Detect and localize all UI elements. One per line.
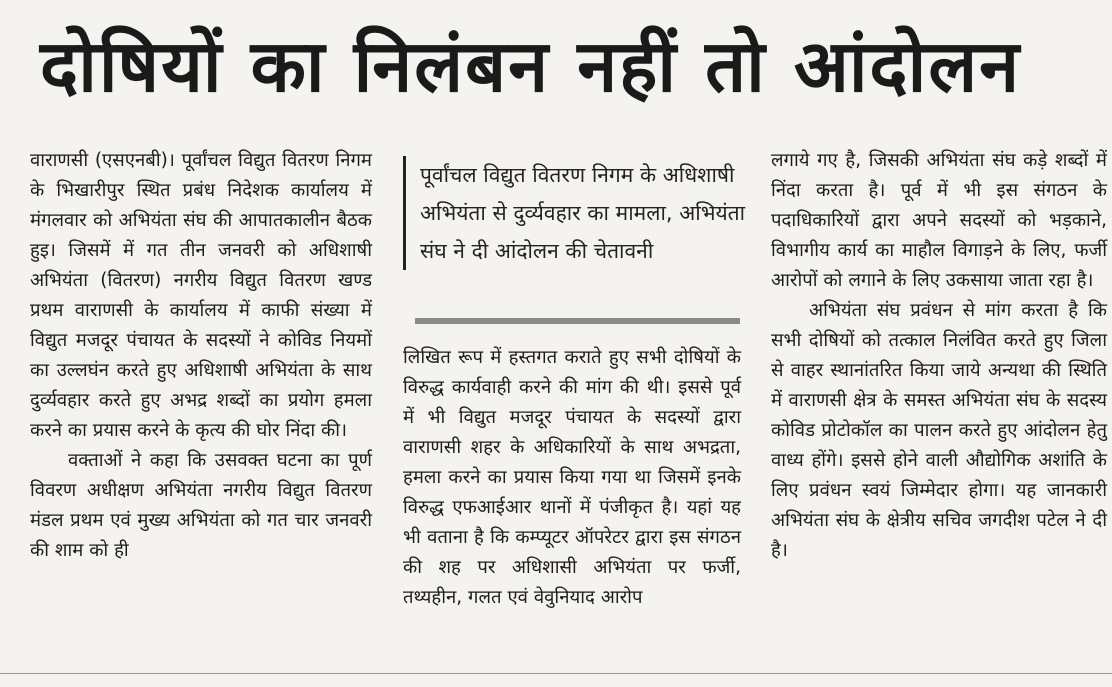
paragraph: लिखित रूप में हस्तगत कराते हुए सभी दोषियों के विरुद्ध कार्यवाही करने की मांग की थी। इससे पूर्व में भी विद्युत मजदूर पंचायत के सदस्यों द्वारा वाराणसी शहर के अधिकारियों के साथ अभद्रता, हमला करने का प्रयास किया गया था जिसमें इनके विरुद्ध एफआईआर थानों में पंजीकृत है। यहां यह भी वताना है कि कम्प्यूटर ऑपरेटर द्वारा इस संगठन की शह पर अधिशासी अभियंता पर फर्जी, तथ्यहीन, गलत एवं वेवुनियाद आरोप [403, 347, 741, 608]
paragraph: लगाये गए है, जिसकी अभियंता संघ कड़े शब्दों में निंदा करता है। पूर्व में भी इस संगठन के पदाधिकारियों द्वारा अपने सदस्यों को भड़काने, विभागीय कार्य का माहौल विगाड़ने के लिए, फर्जी आरोपों को लगाने के लिए उकसाया जाता रहा है। [771, 150, 1107, 291]
article-column-1 [30, 146, 372, 566]
article-column-3 [771, 146, 1107, 566]
article-column-2 [403, 343, 741, 613]
deck-subheadline: पूर्वांचल विद्युत वितरण निगम के अधिशाषी अभियंता से दुर्व्यवहार का मामला, अभियंता संघ ने दी आंदोलन की चेतावनी [403, 156, 750, 270]
bottom-divider [0, 673, 1112, 674]
paragraph: अभियंता संघ प्रवंधन से मांग करता है कि सभी दोषियों को तत्काल निलंवित करते हुए जिला से वाहर स्थानांतरित किया जाये अन्यथा की स्थिति में वाराणसी क्षेत्र के समस्त अभियंता संघ के सदस्य कोविड प्रोटोकॉल का पालन करते हुए आंदोलन हेतु वाध्य होंगे। इससे होने वाली औद्योगिक अशांति के लिए प्रवंधन स्वयं जिम्मेदार होगा। यह जानकारी अभियंता संघ के क्षेत्रीय सचिव जगदीश पटेल ने दी है। [771, 300, 1107, 561]
headline: दोषियों का निलंबन नहीं तो आंदोलन [40, 24, 1022, 108]
paragraph: वक्ताओं ने कहा कि उसवक्त घटना का पूर्ण विवरण अधीक्षण अभियंता नगरीय विद्युत वितरण मंडल प्रथम एवं मुख्य अभियंता को गत चार जनवरी की शाम को ही [30, 450, 372, 561]
deck-divider [415, 318, 740, 324]
paragraph: वाराणसी (एसएनबी)। पूर्वांचल विद्युत वितरण निगम के भिखारीपुर स्थित प्रबंध निदेशक कार्यालय में मंगलवार को अभियंता संघ की आपातकालीन बैठक हुइ। जिसमें में गत तीन जनवरी को अधिशाषी अभियंता (वितरण) नगरीय विद्युत वितरण खण्ड प्रथम वाराणसी के कार्यालय में काफी संख्या में विद्युत मजदूर पंचायत के सदस्यों ने कोविड नियमों का उल्लघंन करते हुए अधिशाषी अभियंता के साथ दुर्व्यवहार करते हुए अभद्र शब्दों का प्रयोग हमला करने का प्रयास करने के कृत्य की घोर निंदा की। [30, 150, 372, 441]
